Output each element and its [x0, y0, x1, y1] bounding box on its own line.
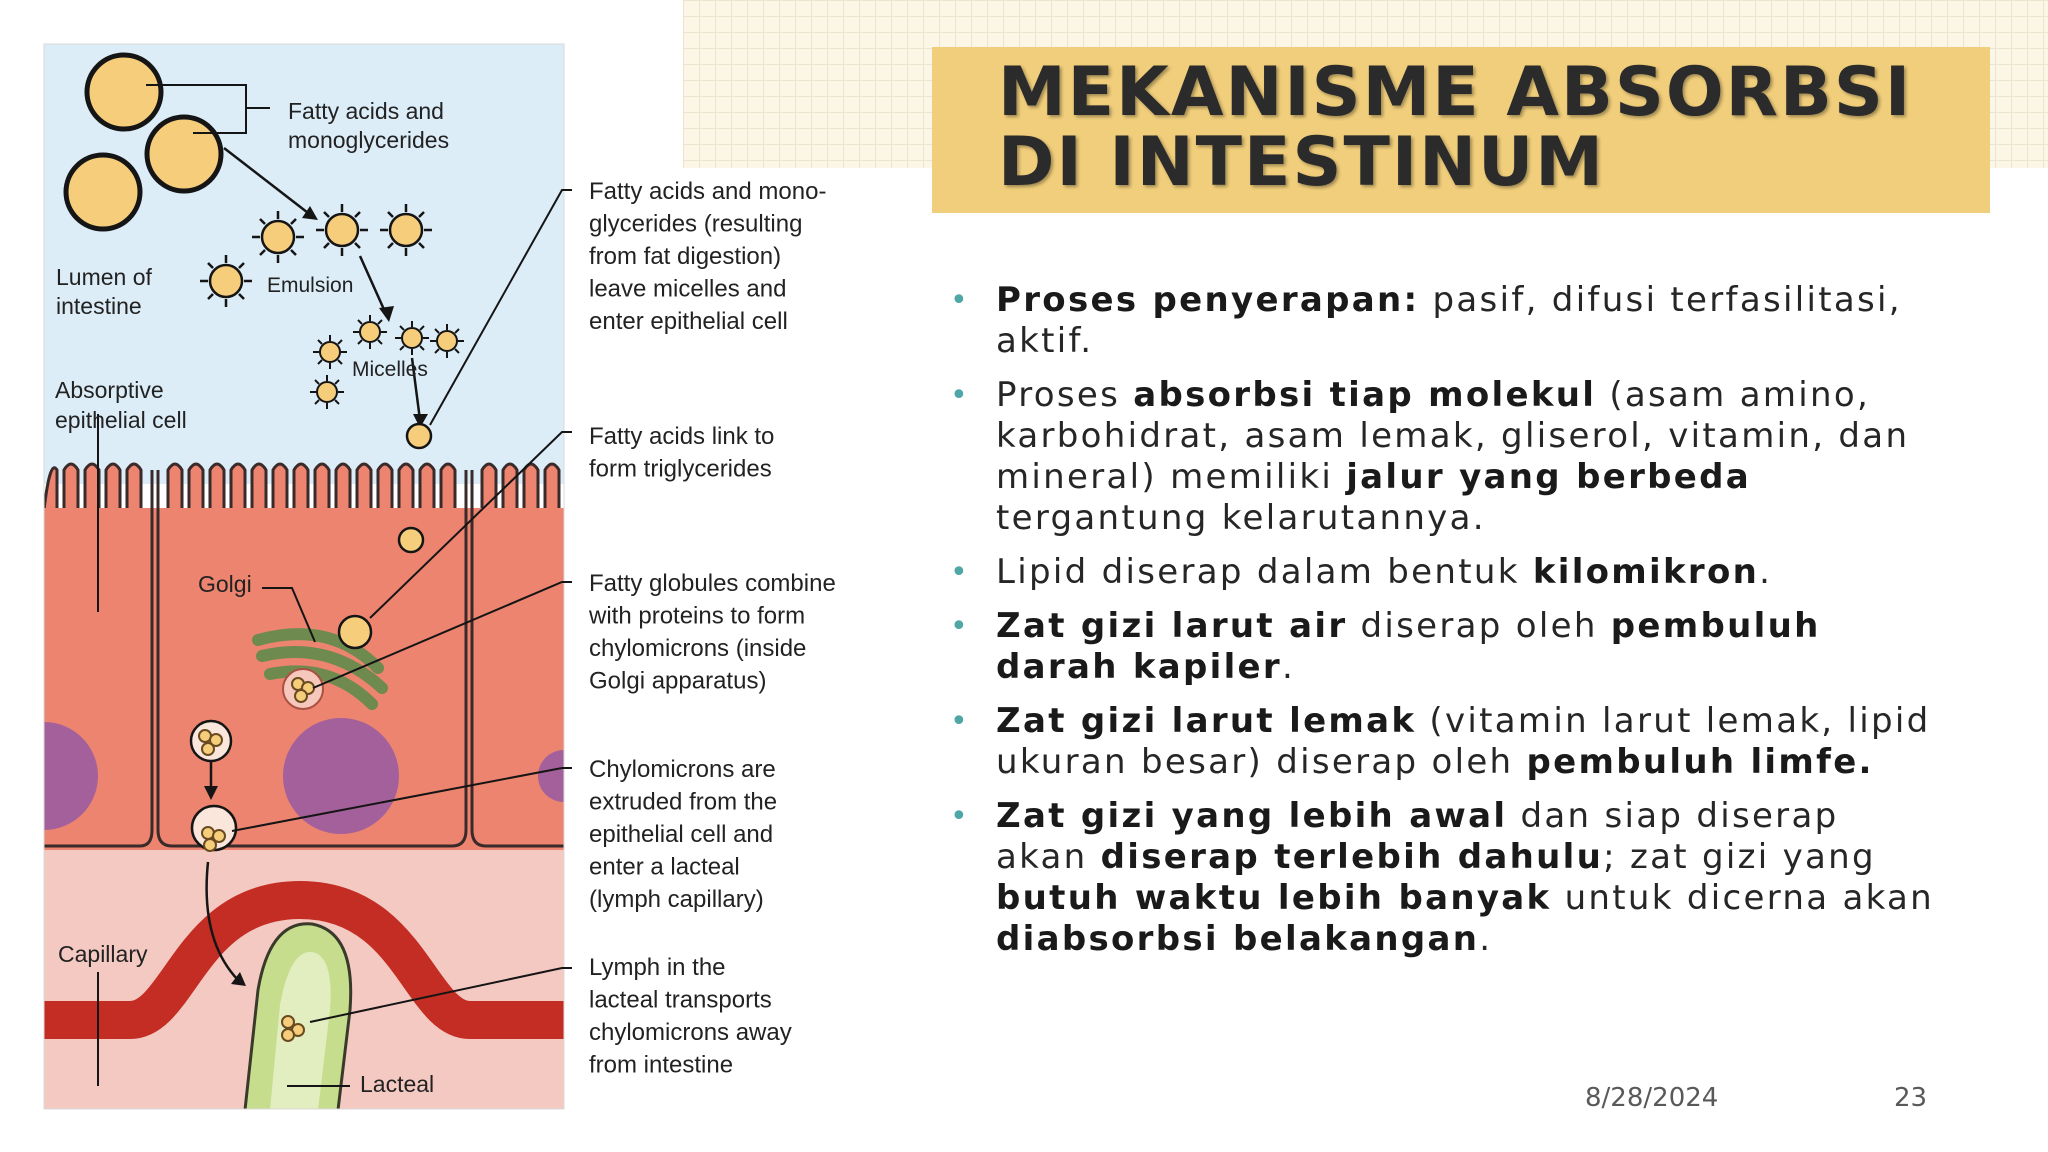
- bullet-bold-text: pembuluh darah kapiler: [996, 606, 1821, 687]
- slide-number: 23: [1894, 1083, 1928, 1113]
- label-lumen-2: intestine: [56, 293, 142, 319]
- slide-title: [998, 53, 1978, 202]
- bullet-dot-icon: •: [950, 555, 970, 590]
- callout-lymph-line: Lymph in the: [589, 954, 726, 981]
- bullet-item: [942, 552, 1942, 593]
- bullet-text: dan siap diserap akan: [996, 796, 1839, 877]
- triglyceride-globule: [339, 616, 371, 648]
- callout-leave-line: leave micelles and: [589, 275, 787, 303]
- bullet-bold-text: Proses penyerapan:: [996, 280, 1420, 320]
- bullet-bold-text: absorbsi tiap molekul: [1133, 375, 1597, 415]
- bullet-dot-icon: •: [950, 609, 970, 644]
- fatty-acid-molecule: [399, 528, 423, 552]
- callout-globules-line: Golgi apparatus): [589, 667, 767, 695]
- bullet-text: .: [1759, 552, 1773, 592]
- callout-extruded-line: Chylomicrons are: [589, 756, 776, 783]
- bullet-text: diserap oleh: [1347, 606, 1611, 646]
- bullet-dot-icon: •: [950, 704, 970, 739]
- chylomicron-golgi: [283, 669, 323, 709]
- callout-globules-line: Fatty globules combine: [589, 570, 836, 597]
- bullet-text: tergantung kelarutannya.: [996, 498, 1486, 538]
- callout-globules-line: chylomicrons (inside: [589, 635, 807, 662]
- chylomicron-vesicle: [191, 721, 231, 761]
- bullet-item: [942, 796, 1942, 960]
- bullet-text: Proses: [996, 375, 1134, 415]
- bullet-list: [942, 280, 1942, 973]
- bullet-item: [942, 280, 1942, 362]
- callout-leave-line: glycerides (resulting: [589, 210, 803, 238]
- title-line-1: MEKANISME ABSORBSI: [998, 53, 1913, 132]
- label-lumen-1: Lumen of: [56, 264, 152, 290]
- bullet-dot-icon: •: [950, 378, 970, 413]
- label-fatty-acids-1: Fatty acids and: [288, 98, 444, 124]
- chylomicron-exocytosis: [192, 806, 236, 851]
- label-micelles: Micelles: [352, 358, 428, 381]
- bullet-text: Lipid diserap dalam bentuk: [996, 552, 1533, 592]
- callout-extruded-line: extruded from the: [589, 788, 778, 816]
- callout-lymph-line: lacteal transports: [589, 986, 772, 1014]
- microvilli: [44, 464, 559, 510]
- bullet-text: pasif, difusi terfasilitasi, aktif.: [996, 280, 1902, 361]
- callout-lymph-line: from intestine: [589, 1051, 734, 1079]
- fatty-acid-molecule: [407, 424, 431, 448]
- bullet-dot-icon: •: [950, 799, 970, 834]
- bullet-text: (asam amino, karbohidrat, asam lemak, gliserol, vitamin, dan mineral) memiliki: [996, 375, 1910, 497]
- callout-globules-line: with proteins to form: [589, 602, 806, 630]
- bullet-dot-icon: •: [950, 283, 970, 318]
- bullet-text: untuk dicerna akan: [1551, 878, 1934, 918]
- callout-leave-line: Fatty acids and mono-: [589, 178, 827, 205]
- nucleus: [283, 718, 399, 834]
- callout-lymph-line: chylomicrons away: [589, 1019, 792, 1046]
- label-absorptive-2: epithelial cell: [55, 407, 187, 433]
- bullet-item: [942, 606, 1942, 688]
- callout-leave-line: from fat digestion): [589, 243, 782, 270]
- callout-extruded-line: enter a lacteal: [589, 853, 740, 881]
- label-emulsion: Emulsion: [267, 274, 354, 297]
- bullet-bold-text: diserap terlebih dahulu: [1100, 837, 1604, 877]
- bullet-bold-text: Zat gizi larut air: [996, 606, 1348, 646]
- callout-leave-line: enter epithelial cell: [589, 308, 788, 335]
- bullet-bold-text: jalur yang berbeda: [1346, 457, 1752, 497]
- bullet-text: .: [1479, 919, 1493, 959]
- bullet-bold-text: diabsorbsi belakangan: [996, 919, 1480, 959]
- label-lacteal: Lacteal: [360, 1071, 435, 1097]
- bullet-bold-text: butuh waktu lebih banyak: [996, 878, 1552, 918]
- bullet-item: [942, 701, 1942, 783]
- label-capillary: Capillary: [58, 941, 148, 967]
- bullet-bold-text: Zat gizi yang lebih awal: [996, 796, 1508, 836]
- bullet-bold-text: kilomikron: [1532, 552, 1760, 592]
- label-golgi: Golgi: [198, 571, 252, 597]
- bullet-bold-text: Zat gizi larut lemak: [996, 701, 1417, 741]
- bullet-text: (vitamin larut lemak, lipid ukuran besar) diserap oleh: [996, 701, 1931, 782]
- callout-extruded-line: epithelial cell and: [589, 821, 774, 848]
- fat-absorption-diagram: [0, 0, 880, 1152]
- bullet-text: .: [1281, 647, 1296, 687]
- label-fatty-acids-2: monoglycerides: [288, 127, 450, 153]
- callout-link-line: form triglycerides: [589, 455, 772, 483]
- callout-link-line: Fatty acids link to: [589, 423, 775, 450]
- label-absorptive-1: Absorptive: [55, 377, 164, 403]
- bullet-bold-text: pembuluh limfe.: [1526, 742, 1874, 782]
- title-line-2: DI INTESTINUM: [998, 123, 1605, 202]
- callout-extruded-line: (lymph capillary): [589, 886, 764, 913]
- slide-date: 8/28/2024: [1585, 1083, 1719, 1113]
- bullet-item: [942, 375, 1942, 539]
- bullet-text: ; zat gizi yang: [1603, 837, 1876, 877]
